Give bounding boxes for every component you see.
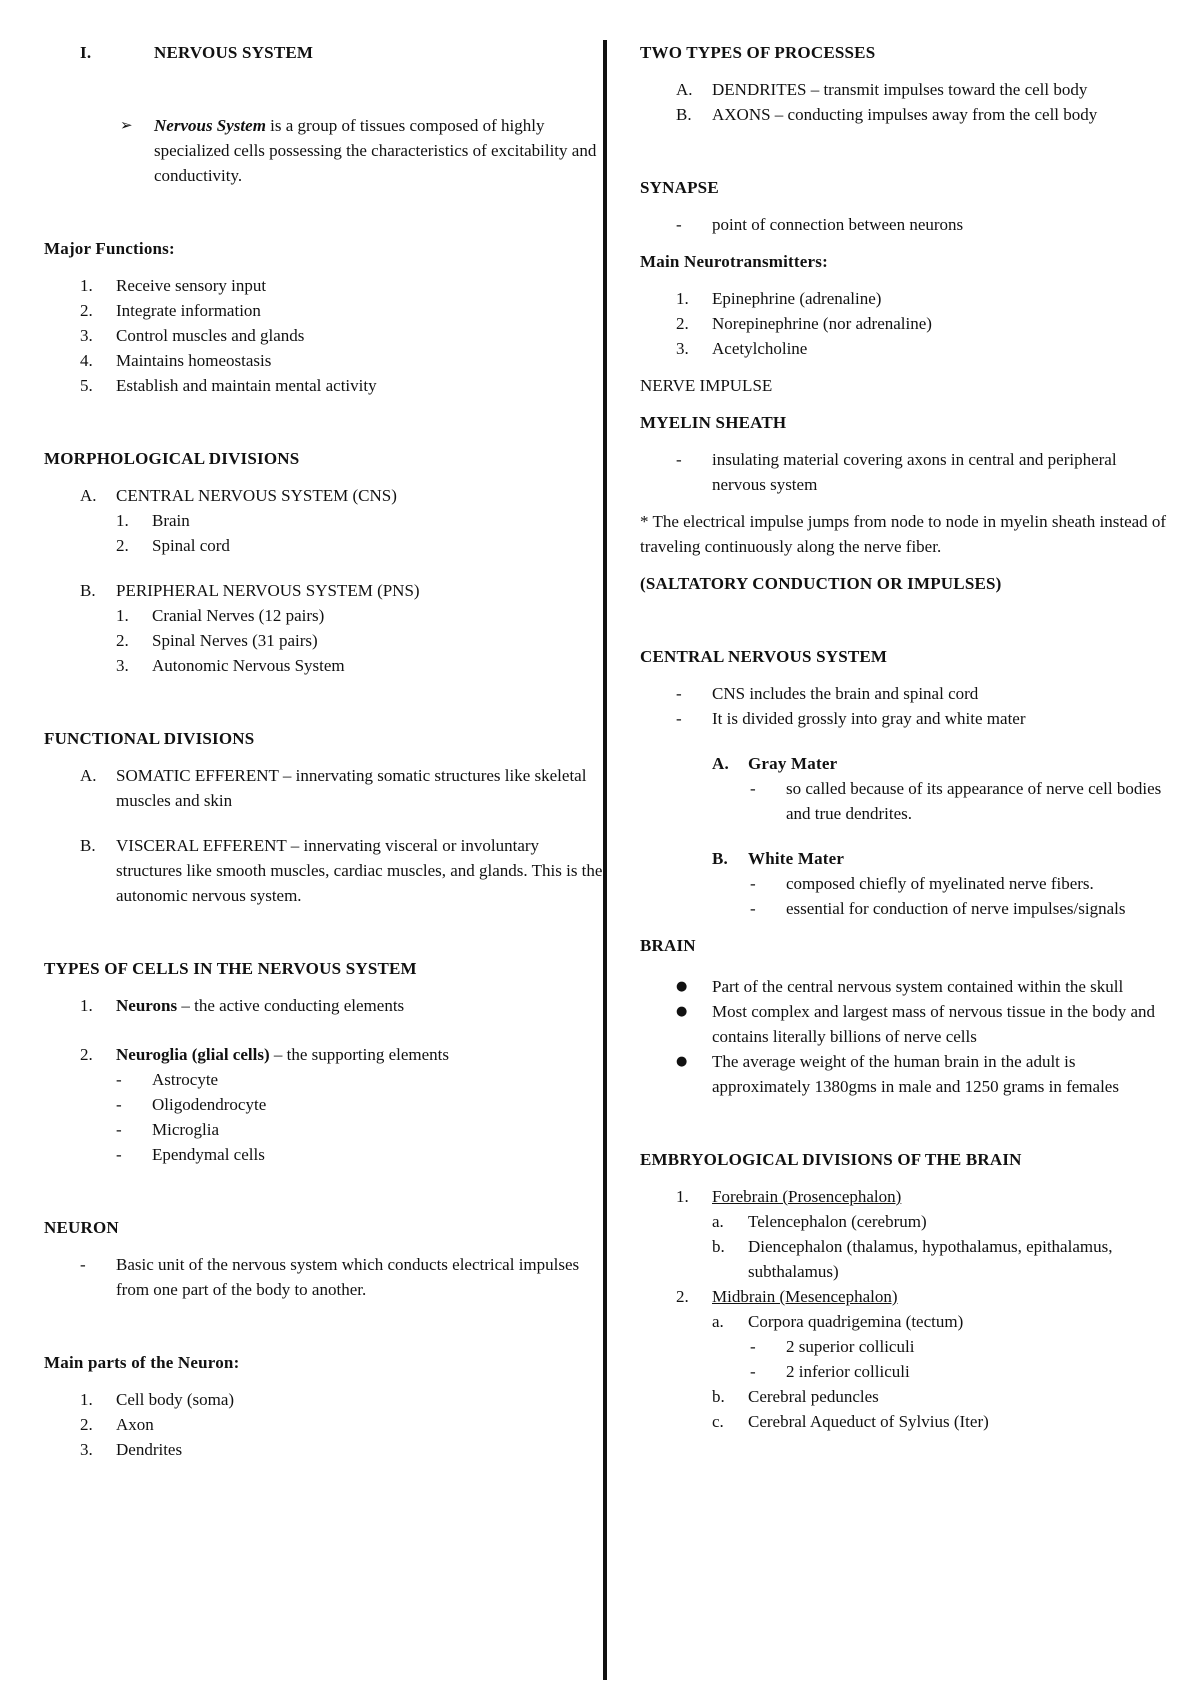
left-column xyxy=(44,40,604,1462)
right-column xyxy=(640,40,1170,1434)
list-item: 4. Maintains homeostasis xyxy=(80,351,272,370)
list-item: ● Most complex and largest mass of nervous tissue in the body and contains literally billions of nerve cells xyxy=(640,999,1170,1049)
cns-item: A. CENTRAL NERVOUS SYSTEM (CNS) xyxy=(80,486,397,505)
bullet-icon: ● xyxy=(676,1054,688,1069)
list-item: 3. Acetylcholine xyxy=(676,339,808,358)
list-item: - Astrocyte xyxy=(116,1070,219,1089)
neuron-heading: NEURON xyxy=(44,1218,119,1237)
axons-item: B. AXONS – conducting impulses away from the cell body xyxy=(676,105,1098,124)
bullet-icon: ● xyxy=(676,979,688,994)
list-item: 3. Autonomic Nervous System xyxy=(116,656,345,675)
list-item: - Ependymal cells xyxy=(116,1145,265,1164)
arrow-bullet-icon: ➢ xyxy=(120,116,133,134)
list-item: 1. Epinephrine (adrenaline) xyxy=(676,289,882,308)
conduction-note: * The electrical impulse jumps from node to node in myelin sheath instead of traveling continuously along the nerve fiber. xyxy=(640,512,1167,556)
midbrain-item: 2. Midbrain (Mesencephalon) xyxy=(676,1287,898,1306)
list-item: 1. Cell body (soma) xyxy=(80,1390,235,1409)
gray-matter-heading: A. Gray Mater xyxy=(712,754,838,773)
dendrites-item: A. DENDRITES – transmit impulses toward the cell body xyxy=(676,80,1088,99)
list-item: a. Telencephalon (cerebrum) xyxy=(712,1212,927,1231)
neurons-item: 1. Neurons – the active conducting elements xyxy=(80,996,405,1015)
white-matter-heading: B. White Mater xyxy=(712,849,845,868)
list-item: a. Corpora quadrigemina (tectum) xyxy=(712,1312,964,1331)
functional-heading: FUNCTIONAL DIVISIONS xyxy=(44,729,255,748)
synapse-definition: - point of connection between neurons xyxy=(676,215,964,234)
list-item: 2. Norepinephrine (nor adrenaline) xyxy=(676,314,932,333)
list-item: b. Cerebral peduncles xyxy=(712,1387,879,1406)
pns-item: B. PERIPHERAL NERVOUS SYSTEM (PNS) xyxy=(80,581,420,600)
neuroglia-item: 2. Neuroglia (glial cells) – the supporting elements xyxy=(80,1045,450,1064)
list-item: c. Cerebral Aqueduct of Sylvius (Iter) xyxy=(712,1412,989,1431)
list-item: - It is divided grossly into gray and white mater xyxy=(676,709,1026,728)
neuron-definition: - Basic unit of the nervous system which conducts electrical impulses from one part of the body to another. xyxy=(80,1255,580,1299)
list-item: - essential for conduction of nerve impulses/signals xyxy=(750,899,1126,918)
list-item: - Oligodendrocyte xyxy=(116,1095,267,1114)
nerve-impulse-heading: NERVE IMPULSE xyxy=(640,376,773,395)
list-item: - Microglia xyxy=(116,1120,220,1139)
list-item: 3. Dendrites xyxy=(80,1440,183,1459)
cns-heading: CENTRAL NERVOUS SYSTEM xyxy=(640,647,888,666)
list-item: 1. Cranial Nerves (12 pairs) xyxy=(116,606,325,625)
saltatory-heading: (SALTATORY CONDUCTION OR IMPULSES) xyxy=(640,574,1002,593)
neuron-parts-heading: Main parts of the Neuron: xyxy=(44,1353,240,1372)
list-item: ● Part of the central nervous system contained within the skull xyxy=(640,974,1170,999)
list-item: 2. Axon xyxy=(80,1415,154,1434)
page-title: I. NERVOUS SYSTEM xyxy=(80,43,314,62)
list-item: ● The average weight of the human brain in the adult is approximately 1380gms in male and 1250 grams in females xyxy=(640,1049,1170,1099)
visceral-item: B. VISCERAL EFFERENT – innervating visceral or involuntary structures like smooth muscles, cardiac muscles, and glands. This is the autonomic nervous system. xyxy=(80,836,603,905)
list-item: 2. Spinal Nerves (31 pairs) xyxy=(116,631,318,650)
bullet-icon: ● xyxy=(676,1004,688,1019)
list-item: - so called because of its appearance of nerve cell bodies and true dendrites. xyxy=(750,779,1162,823)
list-item: - 2 superior colliculi xyxy=(750,1337,915,1356)
cell-types-heading: TYPES OF CELLS IN THE NERVOUS SYSTEM xyxy=(44,959,417,978)
definition-paragraph: ➢ Nervous System is a group of tissues composed of highly specialized cells possessing the characteristics of excitability and conductivity. xyxy=(44,113,604,188)
list-item: 1. Brain xyxy=(116,511,190,530)
morphological-heading: MORPHOLOGICAL DIVISIONS xyxy=(44,449,300,468)
list-item: 2. Integrate information xyxy=(80,301,261,320)
forebrain-item: 1. Forebrain (Prosencephalon) xyxy=(676,1187,902,1206)
list-item: 3. Control muscles and glands xyxy=(80,326,305,345)
myelin-definition: - insulating material covering axons in central and peripheral nervous system xyxy=(676,450,1117,494)
list-item: 2. Spinal cord xyxy=(116,536,230,555)
list-item: b. Diencephalon (thalamus, hypothalamus, epithalamus, subthalamus) xyxy=(712,1237,1113,1281)
list-item: - 2 inferior colliculi xyxy=(750,1362,910,1381)
list-item: 1. Receive sensory input xyxy=(80,276,267,295)
brain-heading: BRAIN xyxy=(640,936,696,955)
myelin-heading: MYELIN SHEATH xyxy=(640,413,787,432)
synapse-heading: SYNAPSE xyxy=(640,178,719,197)
list-item: - CNS includes the brain and spinal cord xyxy=(676,684,979,703)
major-functions-list xyxy=(44,273,604,398)
processes-heading: TWO TYPES OF PROCESSES xyxy=(640,43,876,62)
list-item: 5. Establish and maintain mental activity xyxy=(80,376,377,395)
somatic-item: A. SOMATIC EFFERENT – innervating somatic structures like skeletal muscles and skin xyxy=(80,766,587,810)
major-functions-heading: Major Functions: xyxy=(44,239,175,258)
neurotransmitters-heading: Main Neurotransmitters: xyxy=(640,252,828,271)
list-item: - composed chiefly of myelinated nerve fibers. xyxy=(750,874,1094,893)
embryological-heading: EMBRYOLOGICAL DIVISIONS OF THE BRAIN xyxy=(640,1150,1022,1169)
